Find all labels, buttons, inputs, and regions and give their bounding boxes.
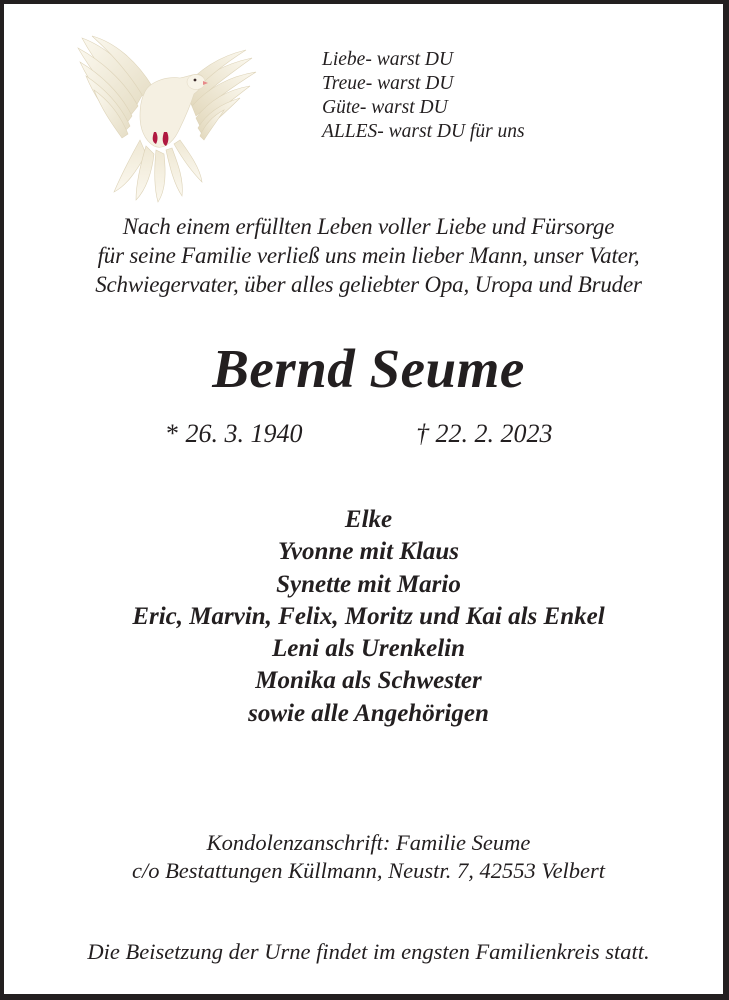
- death-date-value: 22. 2. 2023: [435, 419, 553, 448]
- birth-symbol: *: [166, 419, 179, 448]
- intro-line: Schwiegervater, über alles geliebter Opa, Uropa und Bruder: [95, 272, 642, 297]
- mourner-line: Synette mit Mario: [276, 570, 461, 598]
- mourners-list: [4, 504, 729, 730]
- mourner-line: Elke: [344, 506, 393, 533]
- mourner-line: Eric, Marvin, Felix, Moritz und Kai als Enkel: [132, 602, 605, 630]
- condolence-address: [4, 829, 729, 885]
- mourner-line: Monika als Schwester: [255, 667, 482, 695]
- intro-line: Nach einem erfüllten Leben voller Liebe und Fürsorge: [122, 214, 615, 239]
- death-date: [416, 417, 553, 451]
- mourner-line: sowie alle Angehörigen: [248, 699, 489, 727]
- verse-line: Güte- warst DU: [322, 97, 448, 118]
- cross-icon: †: [416, 419, 429, 448]
- closing-note: Die Beisetzung der Urne findet im engsten Familienkreis statt.: [87, 939, 650, 964]
- intro-text: [4, 212, 729, 299]
- mourner-line: Leni als Urenkelin: [271, 635, 466, 663]
- deceased-name: Bernd Seume: [212, 338, 525, 399]
- mourner-line: Yvonne mit Klaus: [277, 538, 460, 566]
- dove-icon: [74, 32, 259, 204]
- verse-line: ALLES- warst DU für uns: [322, 121, 525, 142]
- address-line: c/o Bestattungen Küllmann, Neustr. 7, 42553 Velbert: [131, 858, 606, 883]
- verse-line: Treue- warst DU: [322, 73, 454, 94]
- verse-line: Liebe- warst DU: [322, 49, 454, 70]
- birth-date-value: 26. 3. 1940: [185, 419, 303, 448]
- address-line: Kondolenzanschrift: Familie Seume: [206, 830, 531, 855]
- intro-line: für seine Familie verließ uns mein lieber Mann, unser Vater,: [97, 243, 640, 268]
- verse: [322, 48, 525, 144]
- birth-date: [166, 417, 303, 451]
